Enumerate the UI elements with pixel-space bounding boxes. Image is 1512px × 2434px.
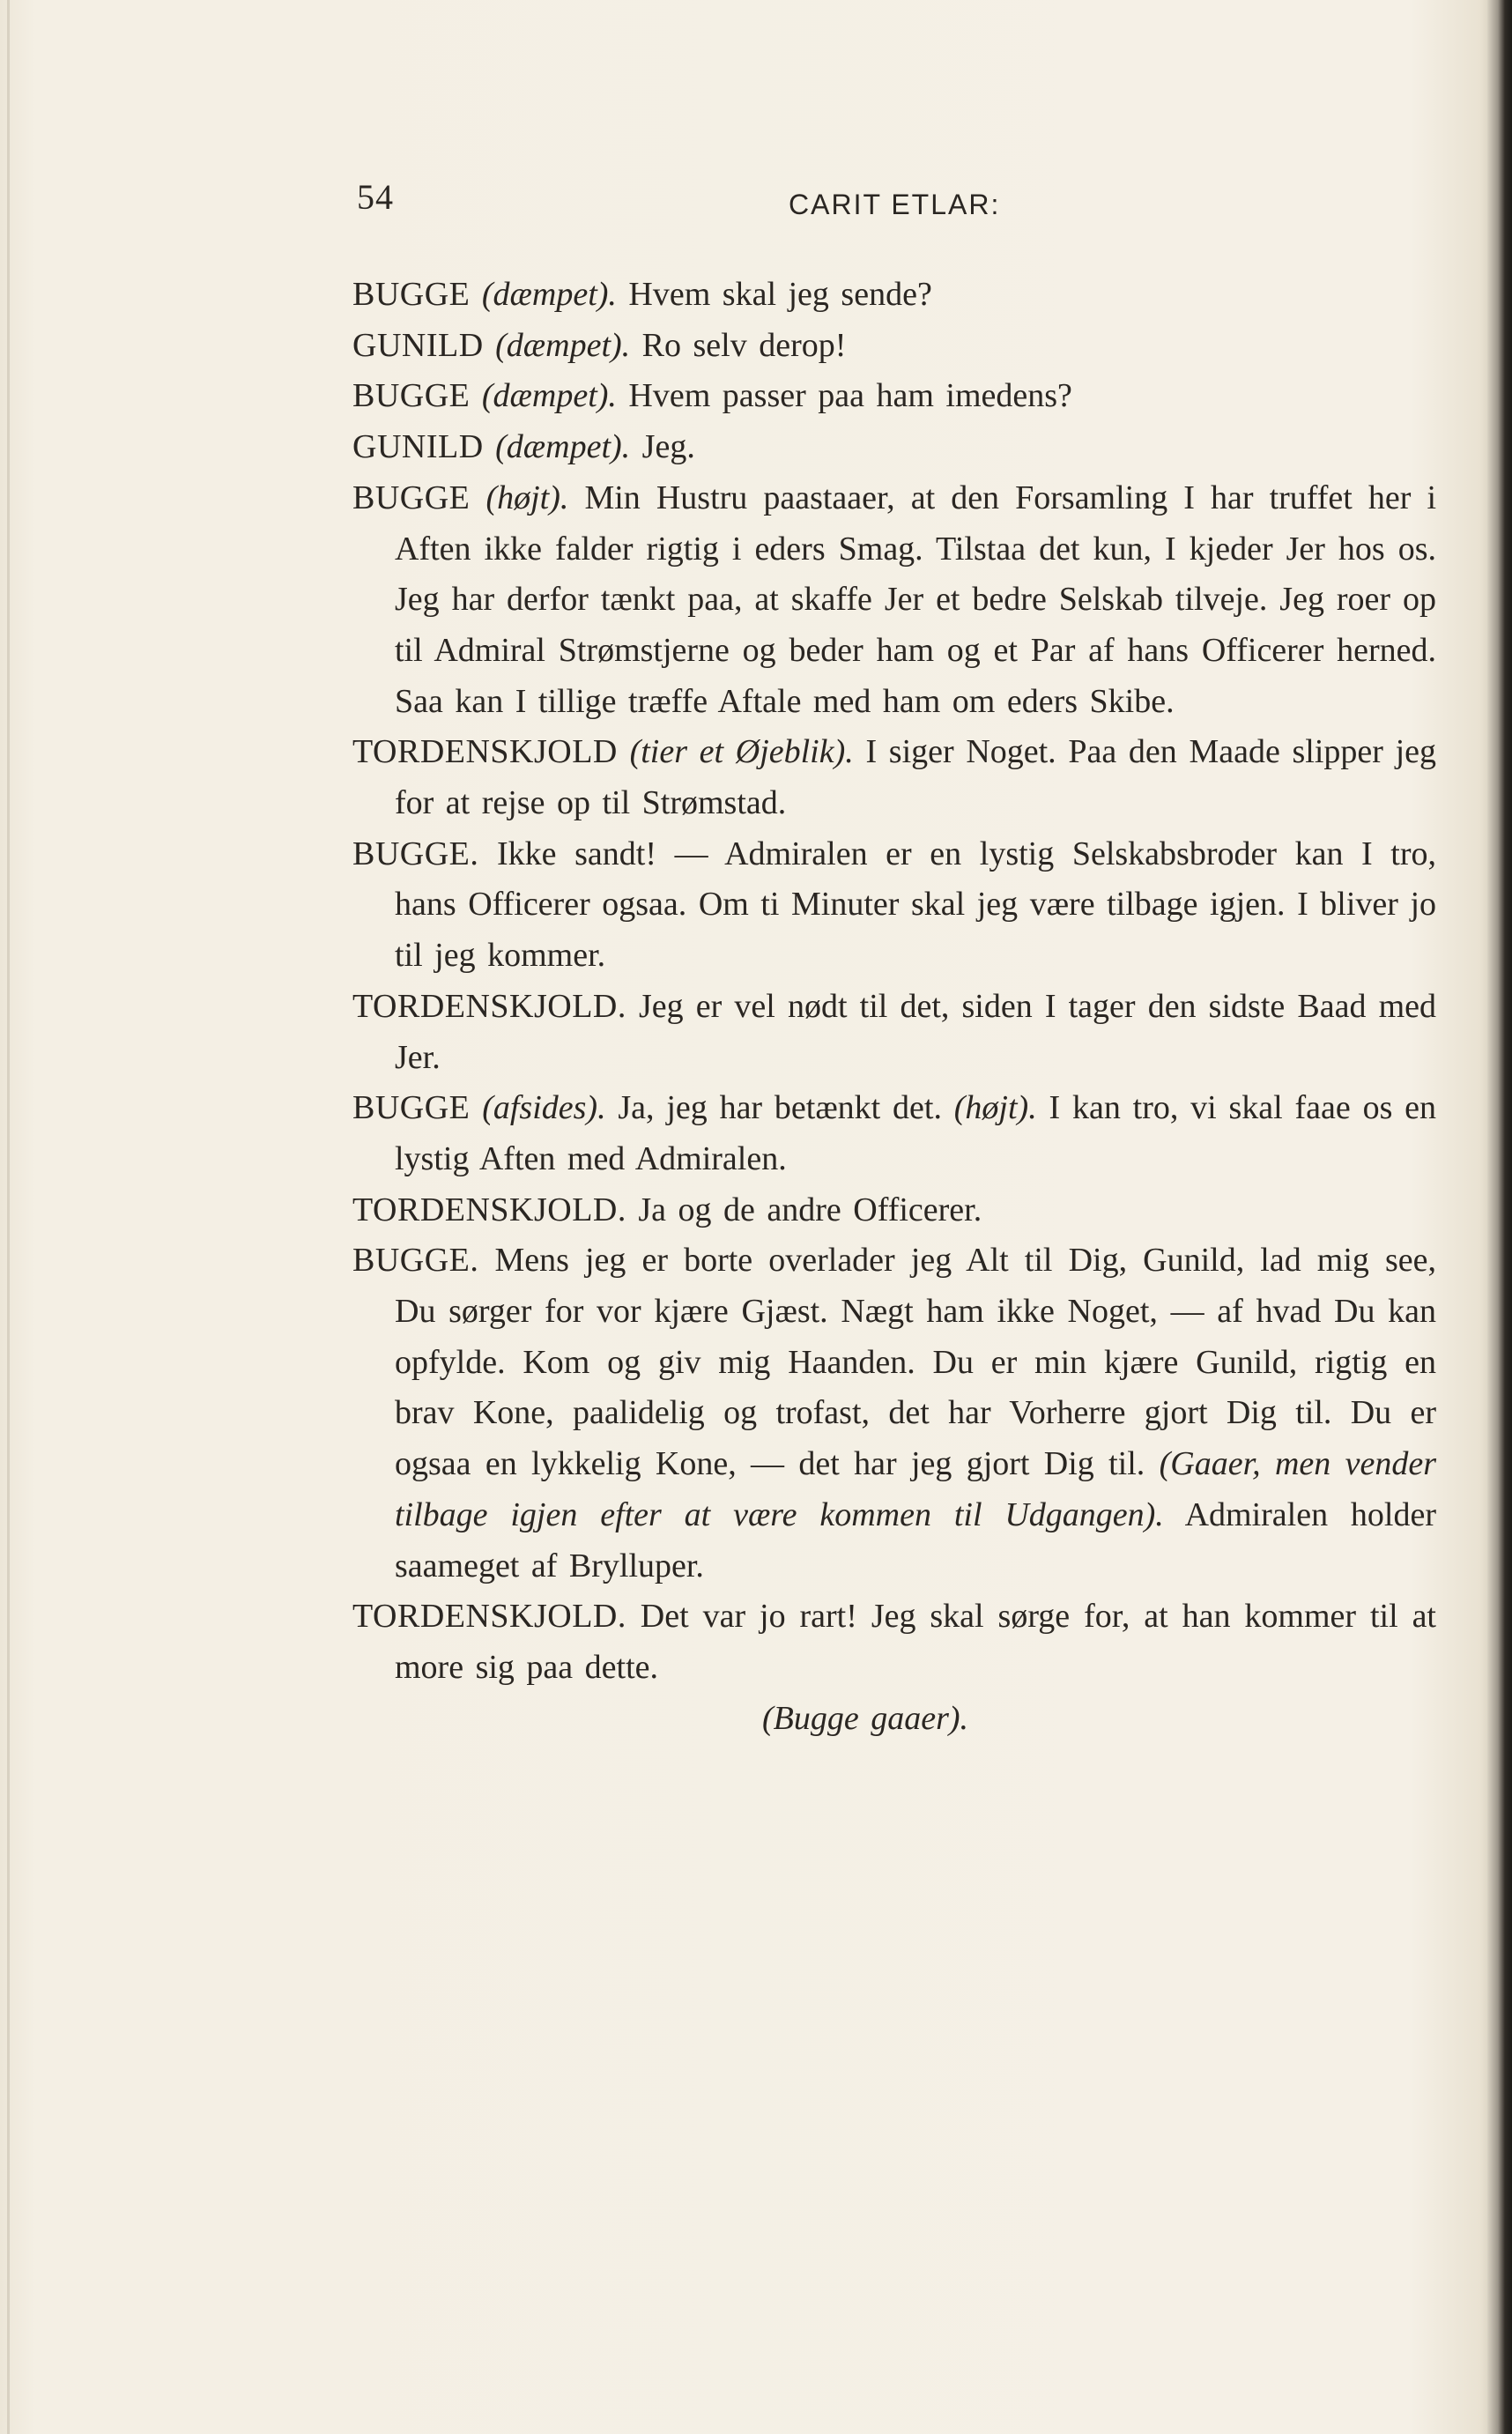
speech bbox=[352, 422, 1436, 473]
speaker-name: BUGGE bbox=[352, 479, 471, 516]
stage-direction: (dæmpet). bbox=[495, 428, 631, 466]
speech-text: Det var jo rart! Jeg skal sørge for, at han kommer til at more sig paa dette. bbox=[395, 1598, 1436, 1686]
stage-direction: (dæmpet). bbox=[481, 276, 617, 313]
speaker-name: BUGGE. bbox=[352, 835, 479, 872]
stage-direction: (dæmpet). bbox=[495, 326, 631, 364]
speech-text: Hvem passer paa ham imedens? bbox=[628, 377, 1072, 415]
speech bbox=[352, 1236, 1436, 1592]
running-head: CARIT ETLAR: bbox=[789, 189, 1001, 220]
speech bbox=[352, 1083, 1436, 1184]
speaker-name: GUNILD bbox=[352, 326, 484, 364]
speech-text: I kan tro, vi skal faae os en lystig Aften med Admiralen. bbox=[395, 1089, 1437, 1177]
speech-text: Ja, jeg har betænkt det. bbox=[618, 1089, 942, 1127]
speech bbox=[352, 727, 1436, 828]
speech-text: Admiralen holder saameget af Brylluper. bbox=[395, 1495, 1436, 1584]
speech-text: Mens jeg er borte overlader jeg Alt til Dig, Gunild, lad mig see, Du sørger for vor kjære Gjæst. Nægt ham ikke Noget, — af hvad Du kan opfylde. Kom og giv mig Haanden. Du er min kjære Gunild, rigtig en brav Kone, paalidelig og trofast, det har Vorherre gjort Dig til. Du er ogsaa en lykkelig Kone, — det har jeg gjort Dig til. bbox=[395, 1242, 1436, 1483]
speaker-name: TORDENSKJOLD. bbox=[352, 987, 626, 1025]
page-header bbox=[357, 176, 1441, 229]
stage-direction: (Gaaer, men vender tilbage igjen efter at være kommen til Udgangen). bbox=[395, 1445, 1437, 1533]
speaker-name: GUNILD bbox=[352, 428, 484, 466]
stage-direction: (højt). bbox=[953, 1089, 1037, 1127]
speaker-name: TORDENSKJOLD. bbox=[352, 1191, 626, 1228]
page-binding-shadow bbox=[1487, 0, 1512, 2434]
play-text bbox=[352, 270, 1436, 1744]
speech bbox=[352, 829, 1436, 982]
speech-text: Ikke sandt! — Admiralen er en lystig Selskabsbroder kan I tro, hans Officerer ogsaa. Om ti Minuter skal jeg være tilbage igjen. I bliver jo til jeg kommer. bbox=[395, 835, 1437, 975]
speech bbox=[352, 473, 1436, 728]
speaker-name: BUGGE bbox=[352, 276, 471, 313]
closing-stage-direction: (Bugge gaaer). bbox=[762, 1699, 969, 1737]
speaker-name: BUGGE bbox=[352, 377, 471, 415]
speech-text: Min Hustru paastaaer, at den Forsamling I har truffet her i Aften ikke falder rigtig i eders Smag. Tilstaa det kun, I kjeder Jer hos os. Jeg har derfor tænkt paa, at skaffe Jer et bedre Selskab tilveje. Jeg roer op til Admiral Strømstjerne og beder ham og et Par af hans Officerer herned. Saa kan I tillige træffe Aftale med ham om eders Skibe. bbox=[395, 479, 1437, 720]
speaker-name: BUGGE. bbox=[352, 1242, 479, 1280]
speech-text: Hvem skal jeg sende? bbox=[628, 276, 932, 313]
speech-text: Jeg er vel nødt til det, siden I tager den sidste Baad med Jer. bbox=[395, 987, 1436, 1076]
speech-text: Jeg. bbox=[641, 428, 695, 466]
speech-text: I siger Noget. Paa den Maade slipper jeg for at rejse op til Strømstad. bbox=[395, 733, 1437, 822]
stage-direction: (dæmpet). bbox=[481, 377, 617, 415]
speech-text: Ja og de andre Officerer. bbox=[638, 1191, 982, 1228]
stage-direction: (tier et Øjeblik). bbox=[629, 733, 854, 771]
speech-text: Ro selv derop! bbox=[641, 326, 847, 364]
speech bbox=[352, 321, 1436, 372]
speaker-name: TORDENSKJOLD bbox=[352, 733, 618, 771]
speech bbox=[352, 1185, 1436, 1236]
speech bbox=[352, 982, 1436, 1083]
page-left-edge bbox=[7, 0, 10, 2434]
speaker-name: TORDENSKJOLD. bbox=[352, 1598, 626, 1636]
stage-direction: (afsides). bbox=[482, 1089, 606, 1127]
speech bbox=[352, 371, 1436, 422]
speech bbox=[352, 270, 1436, 321]
speech bbox=[352, 1592, 1436, 1693]
stage-direction: (højt). bbox=[485, 479, 569, 516]
page-number: 54 bbox=[357, 177, 394, 217]
speaker-name: BUGGE bbox=[352, 1089, 471, 1127]
